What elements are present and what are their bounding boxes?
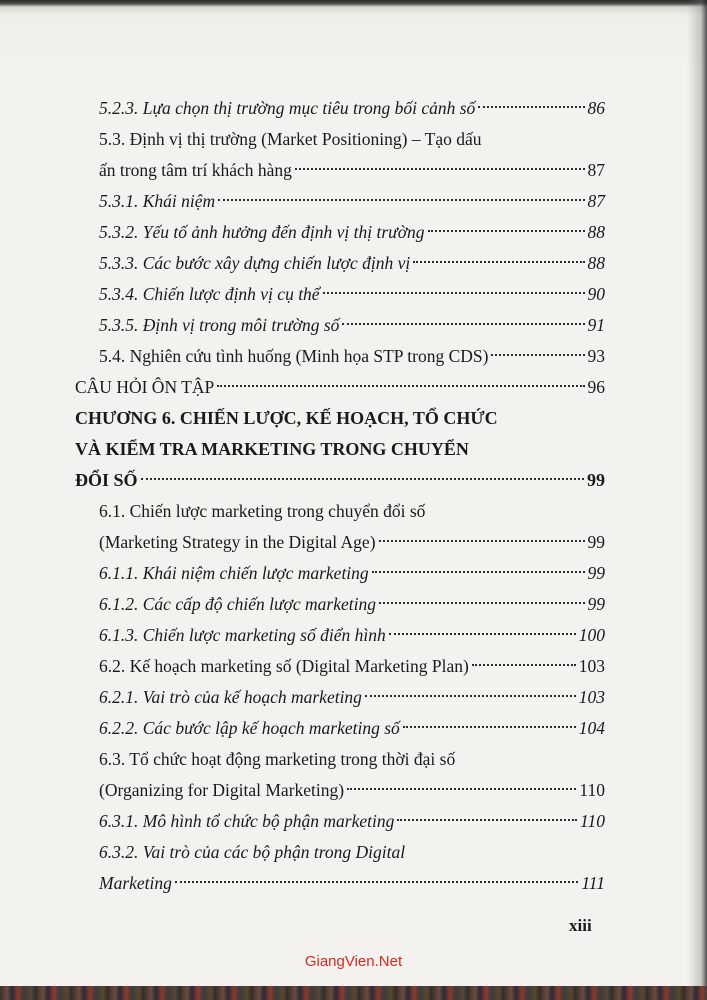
toc-entry-title: 6.1.2. Các cấp độ chiến lược marketing [99, 594, 376, 614]
book-edge-bottom [0, 986, 707, 1000]
toc-entry [75, 186, 605, 217]
toc-entry [75, 620, 605, 651]
toc-entry-line [93, 279, 605, 310]
dot-leader [428, 230, 585, 232]
page-number: xiii [569, 916, 592, 935]
toc-page-number: 103 [578, 656, 605, 676]
toc-page-number: 88 [587, 222, 605, 242]
toc-page-number: 104 [578, 718, 605, 738]
toc-entry-line [99, 527, 605, 558]
toc-entry-line [93, 868, 605, 899]
toc-page-number: 88 [587, 253, 605, 273]
toc-entry [75, 496, 605, 558]
toc-entry-title: 6.3.2. Vai trò của các bộ phận trong Digital [99, 842, 406, 862]
toc-entry-title: 5.2.3. Lựa chọn thị trường mục tiêu trong bối cảnh số [99, 98, 476, 118]
toc-entry-line [93, 713, 605, 744]
toc-page-number: 87 [587, 191, 605, 211]
toc-entry [75, 124, 605, 186]
toc-entry-title: 5.3.2. Yếu tố ảnh hưởng đến định vị thị trường [99, 222, 425, 242]
dot-leader [295, 168, 585, 170]
toc-entry-line [93, 310, 605, 341]
dot-leader [365, 695, 576, 697]
toc-entry-line [93, 558, 605, 589]
toc-entry-title: Marketing [99, 873, 172, 893]
toc-entry-title: (Marketing Strategy in the Digital Age) [99, 532, 376, 552]
toc-entry-title: VÀ KIỂM TRA MARKETING TRONG CHUYỂN [75, 439, 469, 459]
toc-page-number: 99 [587, 532, 605, 552]
watermark: GiangVien.Net [304, 953, 403, 970]
toc-entry-title: 6.3.1. Mô hình tổ chức bộ phận marketing [99, 811, 395, 831]
toc-page-number: 99 [587, 470, 605, 490]
toc-page-number: 103 [578, 687, 605, 707]
dot-leader [372, 571, 585, 573]
toc-page-number: 110 [579, 780, 605, 800]
toc-entry [75, 372, 605, 403]
toc-entry-title: 6.1. Chiến lược marketing trong chuyển đổi số [99, 501, 426, 521]
toc-entry-title: 6.1.1. Khái niệm chiến lược marketing [99, 563, 369, 583]
dot-leader [389, 633, 576, 635]
toc-entry [75, 403, 605, 496]
toc-entry [75, 806, 605, 837]
toc-entry-line [93, 248, 605, 279]
page-top-shadow [0, 0, 707, 70]
toc-entry-line [75, 372, 605, 403]
toc-entry-title: CÂU HỎI ÔN TẬP [75, 377, 215, 397]
dot-leader [217, 385, 584, 387]
toc-entry [75, 217, 605, 248]
page-right-shadow [687, 0, 707, 1000]
toc-entry-title: 5.3.4. Chiến lược định vị cụ thể [99, 284, 320, 304]
toc-entry-line [93, 806, 605, 837]
toc-page-number: 91 [587, 315, 605, 335]
toc-entry [75, 837, 605, 899]
toc-page-number: 87 [587, 160, 605, 180]
toc-entry-title: 6.2.1. Vai trò của kế hoạch marketing [99, 687, 362, 707]
dot-leader [218, 199, 584, 201]
toc-entry-title: 5.4. Nghiên cứu tình huống (Minh họa STP trong CDS) [99, 346, 489, 366]
toc-entry-title: 6.1.3. Chiến lược marketing số điển hình [99, 625, 386, 645]
dot-leader [342, 323, 584, 325]
toc-page-number: 86 [587, 98, 605, 118]
toc-entry-title: 5.3. Định vị thị trường (Market Positioning) – Tạo dấu [99, 129, 482, 149]
toc-entry-title: 5.3.3. Các bước xây dựng chiến lược định vị [99, 253, 411, 273]
dot-leader [413, 261, 584, 263]
toc-entry-title: 6.3. Tổ chức hoạt động marketing trong thời đại số [99, 749, 456, 769]
toc-entry-title: 6.2.2. Các bước lập kế hoạch marketing số [99, 718, 400, 738]
toc-entry-title: 5.3.1. Khái niệm [99, 191, 216, 211]
toc-page-number: 99 [587, 594, 605, 614]
toc-entry-line [99, 155, 605, 186]
toc-entry-line [99, 775, 605, 806]
dot-leader [397, 819, 577, 821]
dot-leader [478, 106, 584, 108]
dot-leader [491, 354, 584, 356]
toc-entry-title: ấn trong tâm trí khách hàng [99, 160, 292, 180]
dot-leader [472, 664, 576, 666]
toc-page-number: 93 [587, 346, 605, 366]
toc-entry-title: CHƯƠNG 6. CHIẾN LƯỢC, KẾ HOẠCH, TỔ CHỨC [75, 408, 498, 428]
toc-entry-title: 6.2. Kế hoạch marketing số (Digital Marketing Plan) [99, 656, 469, 676]
toc-entry [75, 93, 605, 124]
toc-entry [75, 713, 605, 744]
table-of-contents [75, 93, 605, 899]
toc-entry-line [93, 620, 605, 651]
toc-entry-line [93, 682, 605, 713]
toc-entry [75, 310, 605, 341]
toc-entry [75, 682, 605, 713]
toc-entry-line [75, 465, 605, 496]
toc-entry-line [93, 589, 605, 620]
toc-page-number: 99 [587, 563, 605, 583]
toc-page-number: 90 [587, 284, 605, 304]
dot-leader [141, 478, 584, 480]
toc-page-number: 110 [580, 811, 605, 831]
dot-leader [347, 788, 576, 790]
toc-entry-line [93, 186, 605, 217]
dot-leader [403, 726, 576, 728]
dot-leader [379, 602, 585, 604]
dot-leader [175, 881, 578, 883]
toc-entry [75, 279, 605, 310]
dot-leader [379, 540, 585, 542]
toc-entry [75, 341, 605, 372]
toc-page-number: 111 [581, 873, 605, 893]
toc-entry-line [99, 341, 605, 372]
toc-entry-title: (Organizing for Digital Marketing) [99, 780, 345, 800]
toc-entry-line [93, 93, 605, 124]
toc-entry [75, 744, 605, 806]
toc-page-number: 96 [587, 377, 605, 397]
toc-entry [75, 558, 605, 589]
toc-entry [75, 248, 605, 279]
toc-entry [75, 651, 605, 682]
dot-leader [323, 292, 585, 294]
toc-entry-line [93, 217, 605, 248]
toc-entry-title: ĐỔI SỐ [75, 470, 138, 490]
toc-entry [75, 589, 605, 620]
toc-entry-title: 5.3.5. Định vị trong môi trường số [99, 315, 340, 335]
toc-page-number: 100 [578, 625, 605, 645]
toc-entry-line [99, 651, 605, 682]
